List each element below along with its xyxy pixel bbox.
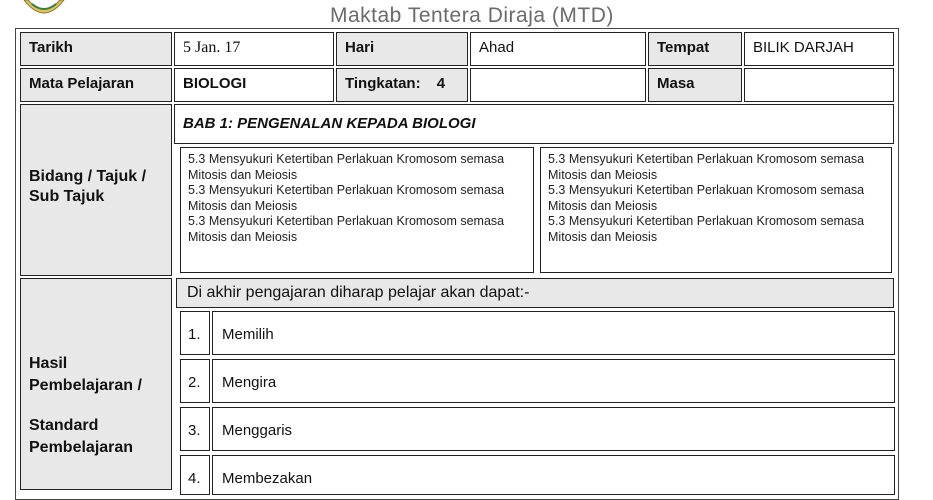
outcome-text: Mengira [212, 359, 895, 403]
outcome-row [180, 455, 895, 495]
subject-value: BIOLOGI [174, 68, 334, 102]
outcome-number: 2. [180, 359, 210, 403]
outcomes-label-line: Hasil [29, 355, 68, 372]
chapter-title: BAB 1: PENGENALAN KEPADA BIOLOGI [174, 104, 894, 144]
outcome-number: 3. [180, 407, 210, 451]
outcome-row [180, 311, 895, 355]
subtopic-item: 5.3 Mensyukuri Ketertiban Perlakuan Kromosom semasa Mitosis dan Meiosis [188, 214, 505, 244]
school-crest-logo [20, 0, 68, 20]
subtopic-item: 5.3 Mensyukuri Ketertiban Perlakuan Kromosom semasa Mitosis dan Meiosis [188, 183, 505, 213]
outcome-text: Membezakan [212, 455, 895, 495]
tarikh-label: Tarikh [20, 32, 172, 66]
subtopic-list-right [540, 147, 892, 273]
subtopic-list-left [180, 147, 534, 273]
outcome-text: Memilih [212, 311, 895, 355]
outcome-text: Menggaris [212, 407, 895, 451]
outcomes-label-line: Pembelajaran [29, 439, 134, 456]
tempat-value: BILIK DARJAH [744, 32, 894, 66]
form-value: 4 [436, 75, 446, 92]
outcome-number: 1. [180, 311, 210, 355]
outcome-number: 4. [180, 455, 210, 495]
hari-label: Hari [336, 32, 468, 66]
masa-label: Masa [648, 68, 742, 102]
hari-value: Ahad [470, 32, 646, 66]
subtopic-item: 5.3 Mensyukuri Ketertiban Perlakuan Kromosom semasa Mitosis dan Meiosis [548, 152, 865, 182]
masa-value [744, 68, 894, 102]
subtopic-item: 5.3 Mensyukuri Ketertiban Perlakuan Kromosom semasa Mitosis dan Meiosis [188, 152, 505, 182]
outcome-row [180, 359, 895, 403]
outcomes-label [20, 278, 172, 490]
subtopic-item: 5.3 Mensyukuri Ketertiban Perlakuan Kromosom semasa Mitosis dan Meiosis [548, 183, 865, 213]
outcomes-label-line: Pembelajaran / [29, 377, 142, 394]
tarikh-value: 5 Jan. 17 [174, 32, 334, 66]
outcome-row [180, 407, 895, 451]
outcomes-label-line: Standard [29, 417, 99, 434]
topic-label: Bidang / Tajuk / Sub Tajuk [20, 104, 172, 276]
form-empty-cell [470, 68, 646, 102]
form-cell [336, 68, 468, 102]
subtopic-item: 5.3 Mensyukuri Ketertiban Perlakuan Kromosom semasa Mitosis dan Meiosis [548, 214, 865, 244]
subject-label: Mata Pelajaran [20, 68, 172, 102]
page-title: Maktab Tentera Diraja (MTD) [330, 4, 614, 27]
tempat-label: Tempat [648, 32, 742, 66]
outcomes-intro: Di akhir pengajaran diharap pelajar akan dapat:- [176, 278, 894, 308]
form-label: Tingkatan: [345, 75, 421, 92]
